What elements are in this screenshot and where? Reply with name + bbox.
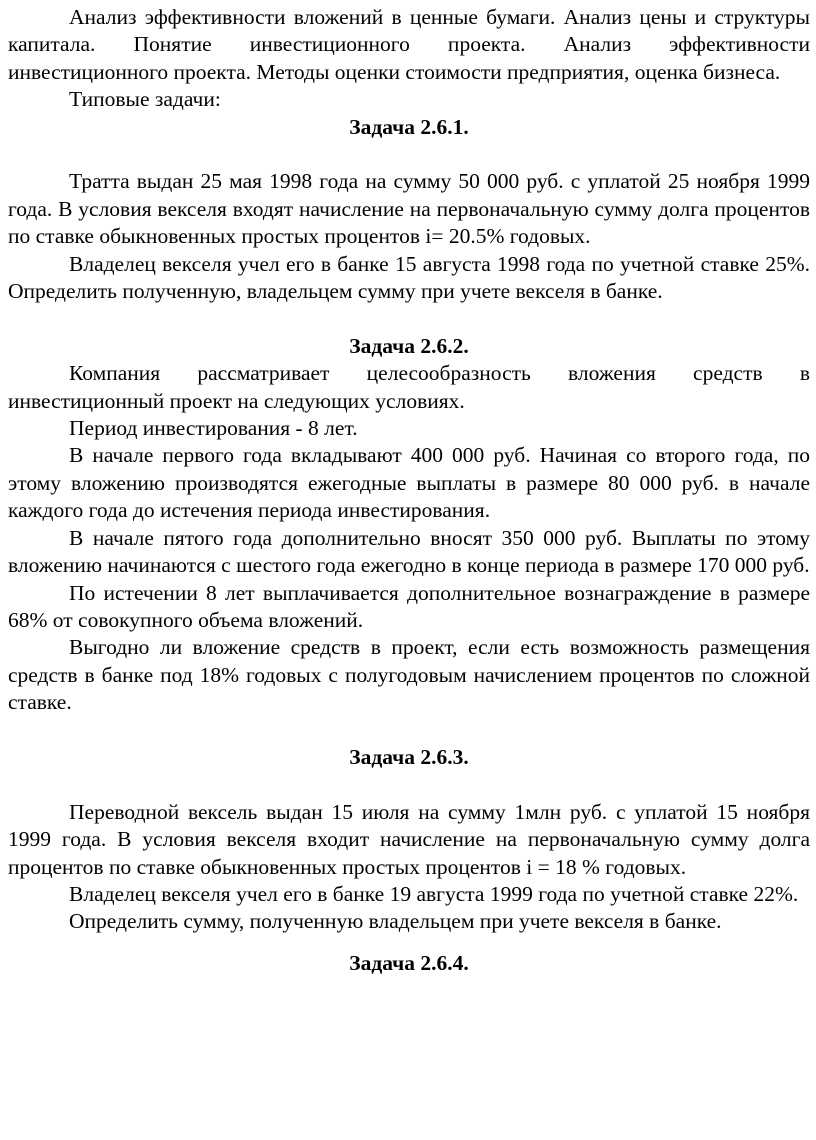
spacer xyxy=(8,141,810,168)
task-paragraph: Период инвестирования - 8 лет. xyxy=(69,416,358,441)
task-title: Задача 2.6.2. xyxy=(349,333,469,358)
spacer xyxy=(8,305,810,332)
task-title: Задача 2.6.1. xyxy=(349,114,469,139)
task-title: Задача 2.6.3. xyxy=(349,744,469,769)
spacer xyxy=(8,717,810,744)
task-paragraph: Определить сумму, полученную владельцем при учете векселя в банке. xyxy=(69,909,722,934)
task-paragraph: В начале первого года вкладывают 400 000 руб. Начиная со второго года, по этому вложению производятся ежегодные выплаты в размере 80 000 руб. в начале каждого года до истечения периода инвестирования. xyxy=(8,443,810,523)
typical-tasks-label: Типовые задачи: xyxy=(69,87,221,112)
task-paragraph: Владелец векселя учел его в банке 15 августа 1998 года по учетной ставке 25%. Определить полученную, владельцем сумму при учете векселя в банке. xyxy=(8,251,810,304)
task-paragraph: По истечении 8 лет выплачивается дополнительное вознаграждение в размере 68% от совокупного объема вложений. xyxy=(8,580,810,632)
spacer xyxy=(8,936,810,950)
task-paragraph: Компания рассматривает целесообразность вложения средств в инвестиционный проект на следующих условиях. xyxy=(8,361,810,413)
task-paragraph: Переводной вексель выдан 15 июля на сумму 1млн руб. с уплатой 15 ноября 1999 года. В условия векселя входит начисление на первоначальную сумму долга процентов по ставке обыкновенных простых процентов i = 18 % годовых. xyxy=(8,799,810,879)
task-paragraph: В начале пятого года дополнительно вносят 350 000 руб. Выплаты по этому вложению начинаются с шестого года ежегодно в конце периода в размере 170 000 руб. xyxy=(8,525,810,578)
task-paragraph: Владелец векселя учел его в банке 19 августа 1999 года по учетной ставке 22%. xyxy=(69,881,799,906)
spacer xyxy=(8,771,810,798)
intro-paragraph: Анализ эффективности вложений в ценные бумаги. Анализ цены и структуры капитала. Понятие инвестиционного проекта. Анализ эффективности инвестиционного проекта. Методы оценки стоимости предприятия, оценка бизнеса. xyxy=(8,5,810,84)
document-page xyxy=(8,0,810,977)
task-title: Задача 2.6.4. xyxy=(349,950,469,975)
task-paragraph: Выгодно ли вложение средств в проект, если есть возможность размещения средств в банке под 18% годовых с полугодовым начислением процентов по сложной ставке. xyxy=(8,635,810,715)
task-paragraph: Тратта выдан 25 мая 1998 года на сумму 50 000 руб. с уплатой 25 ноября 1999 года. В условия векселя входят начисление на первоначальную сумму долга процентов по ставке обыкновенных простых процентов i= 20.5% годовых. xyxy=(8,169,810,249)
